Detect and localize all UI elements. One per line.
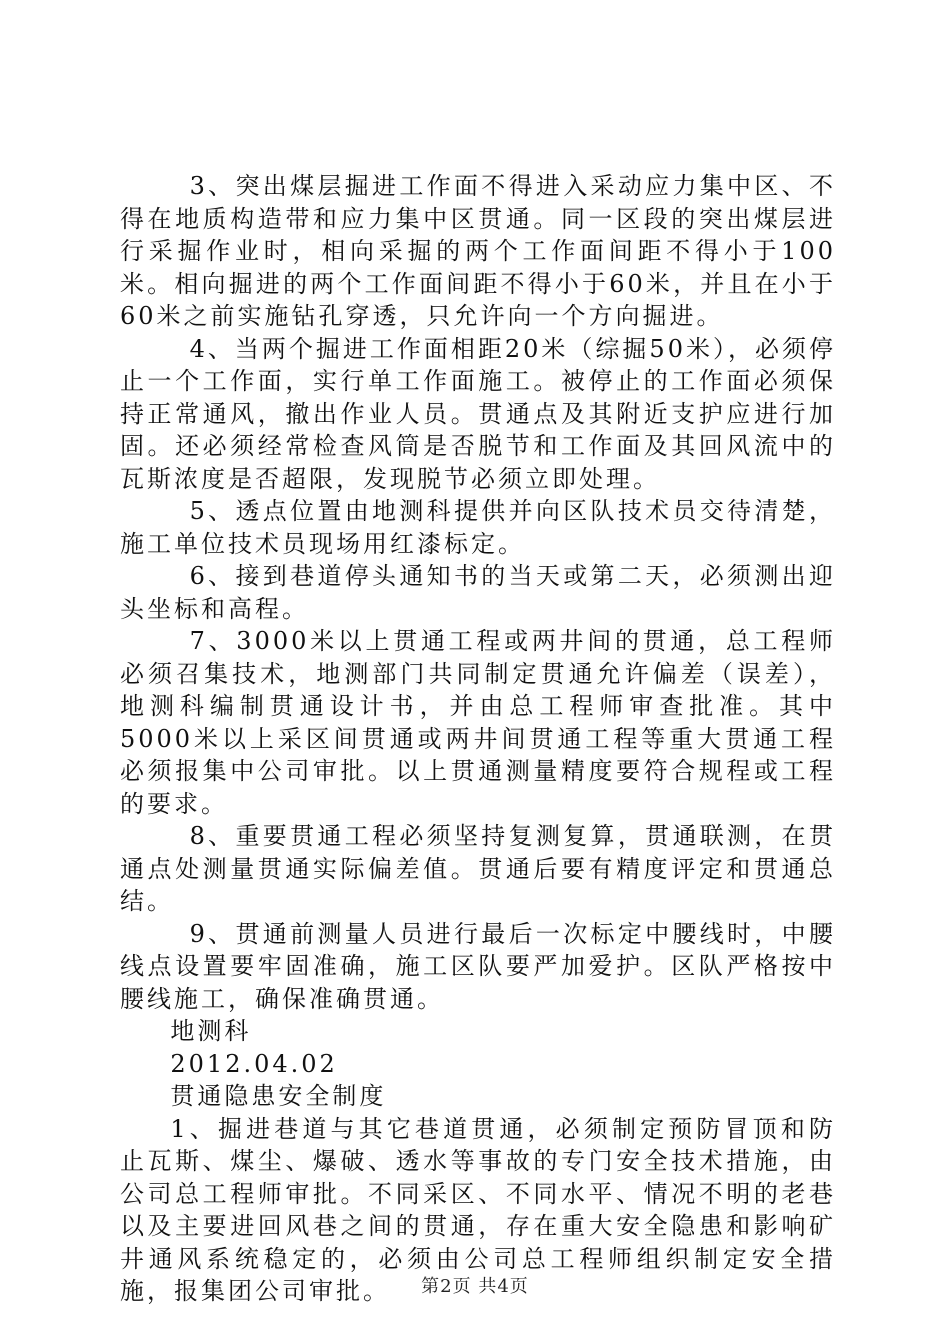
paragraph-8: 8、重要贯通工程必须坚持复测复算，贯通联测，在贯通点处测量贯通实际偏差值。贯通后要有精度评定和贯通总结。 [120,822,836,915]
page-footer: 第2页 共4页 [421,1276,529,1297]
section-paragraph-1: 1、掘进巷道与其它巷道贯通，必须制定预防冒顶和防止瓦斯、煤尘、爆破、透水等事故的专门安全技术措施，由公司总工程师审批。不同采区、不同水平、情况不明的老巷以及主要进回风巷之间的贯通，存在重大安全隐患和影响矿井通风系统稳定的，必须由公司总工程师组织制定安全措施，报集团公司审批。 [120,1114,836,1305]
paragraph-7: 7、3000米以上贯通工程或两井间的贯通，总工程师必须召集技术，地测部门共同制定贯通允许偏差（误差），地测科编制贯通设计书，并由总工程师审查批准。其中5000米以上采区间贯通或两井间贯通工程等重大贯通工程必须报集中公司审批。以上贯通测量精度要符合规程或工程的要求。 [120,627,836,818]
signature-date: 2012.04.02 [170,1049,338,1078]
paragraph-9: 9、贯通前测量人员进行最后一次标定中腰线时，中腰线点设置要牢固准确，施工区队要严加爱护。区队严格按中腰线施工，确保准确贯通。 [120,919,836,1013]
section-title: 贯通隐患安全制度 [170,1082,387,1110]
paragraph-5: 5、透点位置由地测科提供并向区队技术员交待清楚，施工单位技术员现场用红漆标定。 [120,497,836,558]
signature-department: 地测科 [170,1017,252,1045]
paragraph-6: 6、接到巷道停头通知书的当天或第二天，必须测出迎头坐标和高程。 [120,562,836,623]
paragraph-4: 4、当两个掘进工作面相距20米（综掘50米），必须停止一个工作面，实行单工作面施工。被停止的工作面必须保持正常通风，撤出作业人员。贯通点及其附近支护应进行加固。还必须经常检查风筒是否脱节和工作面及其回风流中的瓦斯浓度是否超限，发现脱节必须立即处理。 [120,334,836,493]
document-body [120,170,836,1308]
paragraph-3: 3、突出煤层掘进工作面不得进入采动应力集中区、不得在地质构造带和应力集中区贯通。同一区段的突出煤层进行采掘作业时，相向采掘的两个工作面间距不得小于100米。相向掘进的两个工作面间距不得小于60米，并且在小于60米之前实施钻孔穿透，只允许向一个方向掘进。 [120,172,836,330]
